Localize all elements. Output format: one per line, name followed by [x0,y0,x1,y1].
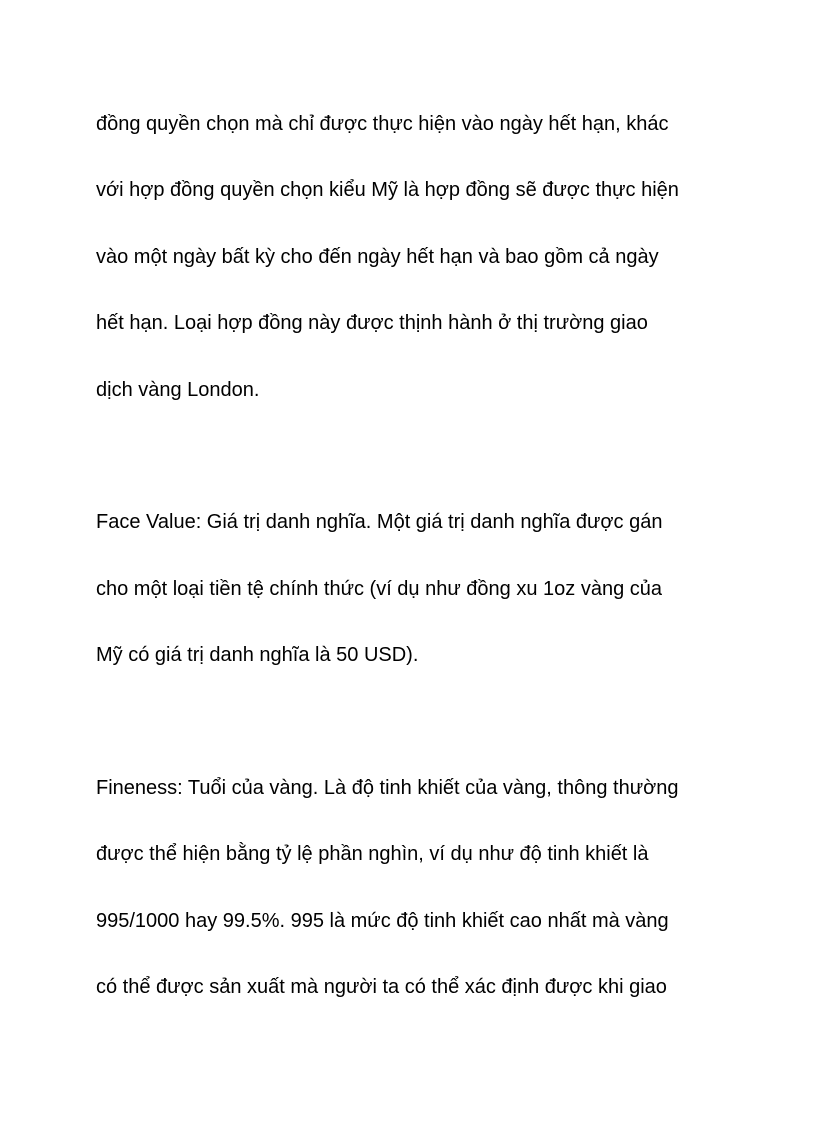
text-line: đồng quyền chọn mà chỉ được thực hiện vào ngày hết hạn, khác [96,113,669,135]
text-line: 995/1000 hay 99.5%. 995 là mức độ tinh khiết cao nhất mà vàng [96,909,669,932]
text-line: vào một ngày bất kỳ cho đến ngày hết hạn và bao gồm cả ngày [96,245,659,268]
paragraph-fineness [96,755,736,1021]
text-line: với hợp đồng quyền chọn kiểu Mỹ là hợp đồng sẽ được thực hiện [96,179,679,202]
paragraph-gap [96,689,736,755]
text-line: có thể được sản xuất mà người ta có thể xác định được khi giao [96,976,667,999]
text-line: dịch vàng London. [96,378,260,401]
paragraph-european-option [96,91,736,423]
text-line: hết hạn. Loại hợp đồng này được thịnh hành ở thị trường giao [96,312,648,335]
text-line: Mỹ có giá trị danh nghĩa là 50 USD). [96,644,419,667]
text-line: được thể hiện bằng tỷ lệ phần nghìn, ví dụ như độ tinh khiết là [96,843,649,866]
text-line: cho một loại tiền tệ chính thức (ví dụ như đồng xu 1oz vàng của [96,577,663,600]
text-line: Face Value: Giá trị danh nghĩa. Một giá trị danh nghĩa được gán [96,511,663,534]
paragraph-face-value [96,489,736,688]
text-body [96,91,736,1020]
paragraph-gap [96,423,736,489]
text-line: Fineness: Tuổi của vàng. Là độ tinh khiết của vàng, thông thường [96,776,679,799]
